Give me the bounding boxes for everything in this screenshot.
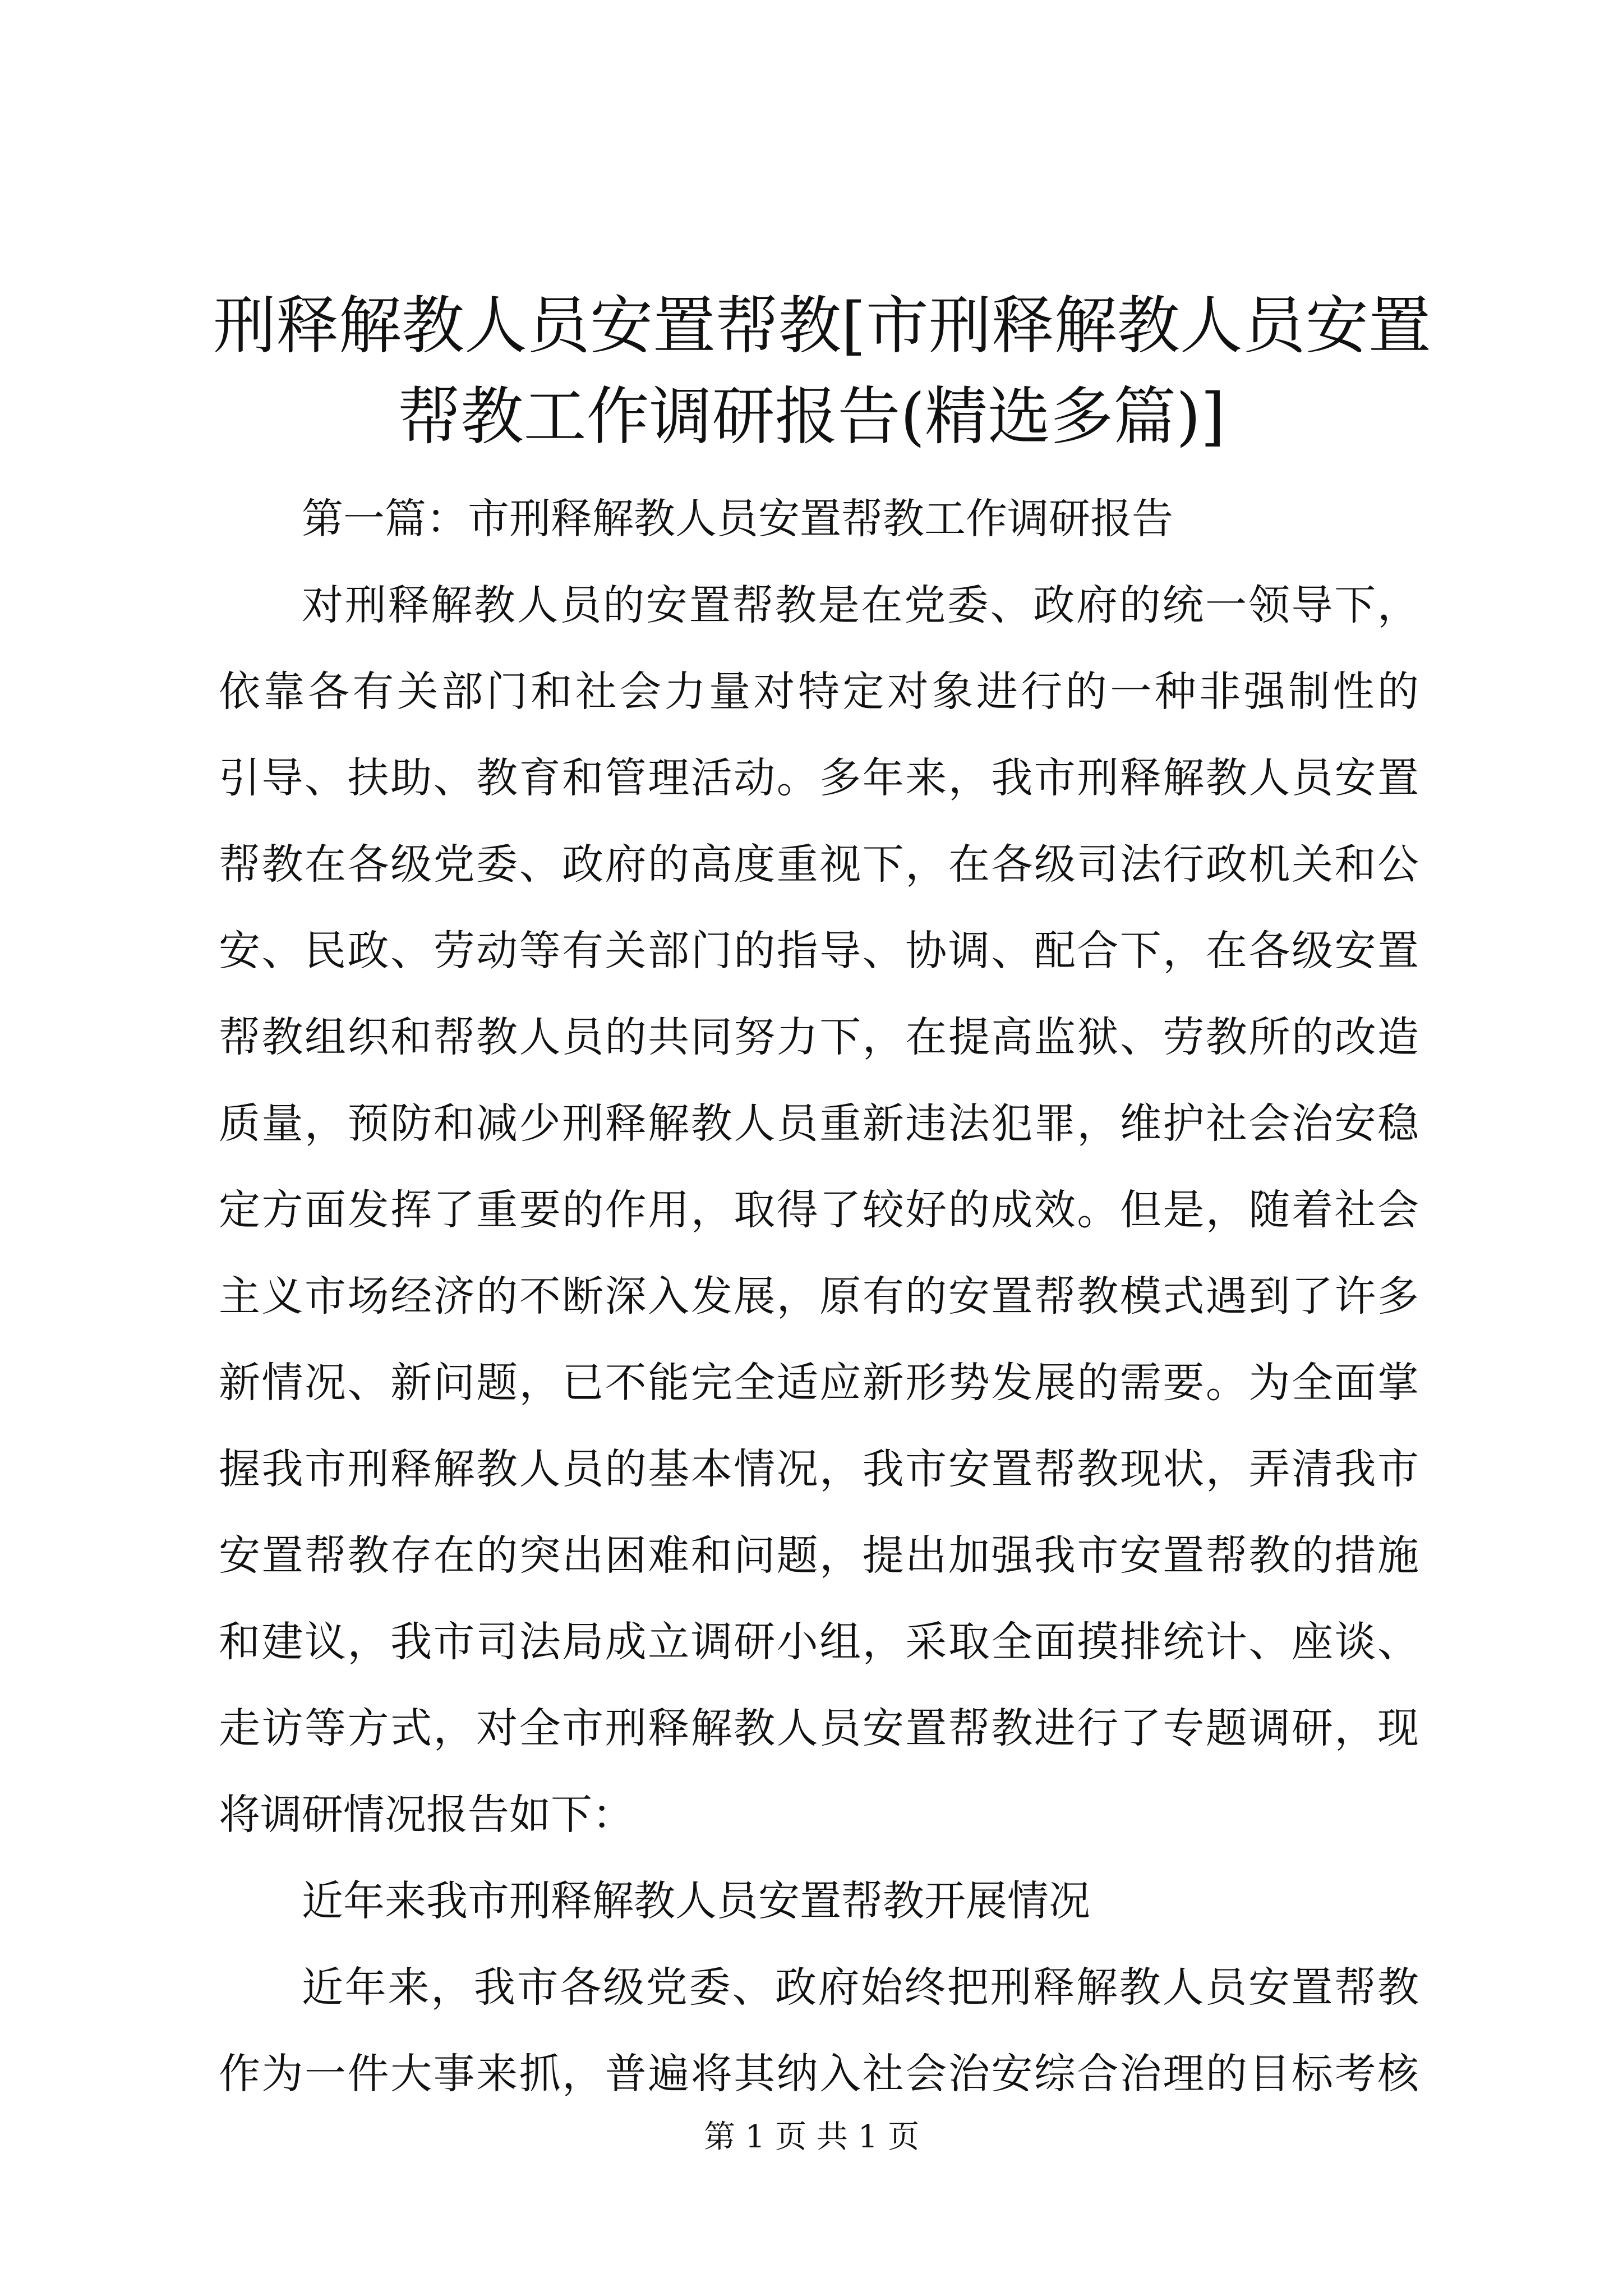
- section-heading: 近年来我市刑释解教人员安置帮教开展情况: [302, 1877, 1090, 1925]
- paragraph-line: 新情况、新问题，已不能完全适应新形势发展的需要。为全面掌: [219, 1359, 1419, 1407]
- page-footer: 第 1 页 共 1 页: [703, 2119, 920, 2155]
- paragraph-line: 引导、扶助、教育和管理活动。多年来，我市刑释解教人员安置: [219, 754, 1419, 802]
- paragraph-line: 握我市刑释解教人员的基本情况，我市安置帮教现状，弄清我市: [219, 1445, 1419, 1493]
- paragraph-line: 质量，预防和减少刑释解教人员重新违法犯罪，维护社会治安稳: [219, 1099, 1419, 1148]
- paragraph-line: 近年来，我市各级党委、政府始终把刑释解教人员安置帮教: [302, 1963, 1419, 2012]
- paragraph-line: 安置帮教存在的突出困难和问题，提出加强我市安置帮教的措施: [219, 1531, 1419, 1580]
- paragraph-line: 将调研情况报告如下：: [219, 1791, 634, 1839]
- paragraph-line: 安、民政、劳动等有关部门的指导、协调、配合下，在各级安置: [219, 927, 1419, 975]
- paragraph-line: 和建议，我市司法局成立调研小组，采取全面摸排统计、座谈、: [219, 1618, 1419, 1666]
- document-title: [213, 280, 1431, 462]
- paragraph-line: 走访等方式，对全市刑释解教人员安置帮教进行了专题调研，现: [219, 1704, 1419, 1752]
- document-body: [219, 476, 1419, 2117]
- paragraph-line: 主义市场经济的不断深入发展，原有的安置帮教模式遇到了许多: [219, 1272, 1419, 1320]
- paragraph-line: 作为一件大事来抓，普遍将其纳入社会治安综合治理的目标考核: [219, 2050, 1419, 2098]
- paragraph-line: 帮教在各级党委、政府的高度重视下，在各级司法行政机关和公: [219, 840, 1419, 889]
- paragraph-line: 帮教组织和帮教人员的共同努力下，在提高监狱、劳教所的改造: [219, 1013, 1419, 1061]
- section-heading: 第一篇：市刑释解教人员安置帮教工作调研报告: [302, 495, 1173, 543]
- title-line-1: 刑释解教人员安置帮教[市刑释解教人员安置: [213, 289, 1431, 362]
- paragraph-line: 定方面发挥了重要的作用，取得了较好的成效。但是，随着社会: [219, 1186, 1419, 1234]
- title-line-2: 帮教工作调研报告(精选多篇)]: [398, 380, 1225, 453]
- paragraph-line: 依靠各有关部门和社会力量对特定对象进行的一种非强制性的: [219, 668, 1419, 716]
- paragraph-line: 对刑释解教人员的安置帮教是在党委、政府的统一领导下，: [302, 581, 1419, 629]
